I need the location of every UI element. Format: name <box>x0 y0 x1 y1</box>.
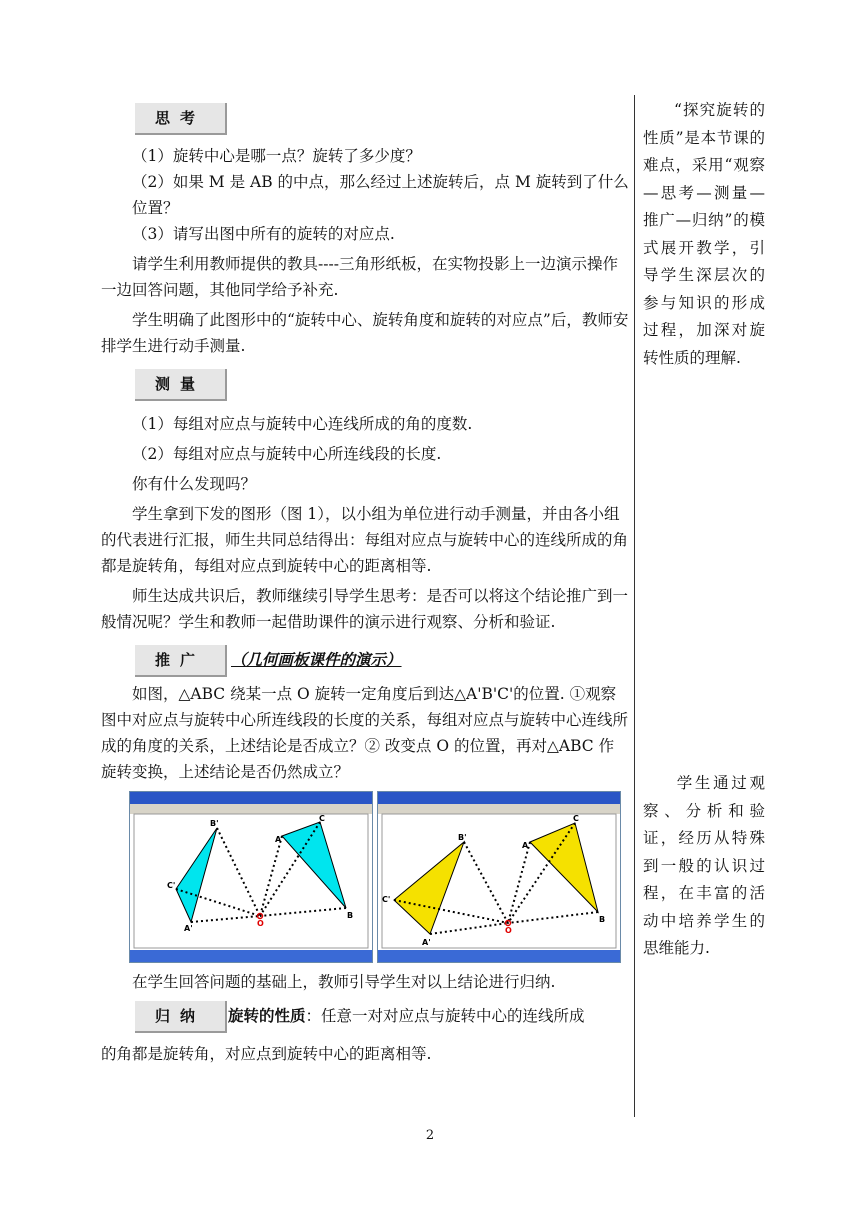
svg-text:B': B' <box>210 819 219 828</box>
think-paragraph-1: 请学生利用教师提供的教具----三角形纸板，在实物投影上一边演示操作一边回答问题，其他同学给予补充. <box>101 255 618 299</box>
svg-text:A': A' <box>184 924 193 933</box>
screenshot-yellow <box>377 791 621 963</box>
extend-paragraph-2: 在学生回答问题的基础上，教师引导学生对以上结论进行归纳. <box>132 973 556 991</box>
think-heading: 思考 <box>135 103 227 135</box>
svg-text:O: O <box>257 919 264 928</box>
main-column <box>101 95 629 1067</box>
summary-continuation: 的角都是旋转角，对应点到旋转中心的距离相等. <box>101 1045 432 1063</box>
side-note-2: 学生通过观察、分析和验证，经历从特殊到一般的认识过程，在丰富的活动中培养学生的思维能力. <box>643 774 765 957</box>
svg-text:C': C' <box>167 881 176 890</box>
measure-paragraph-2: 师生达成共识后，教师继续引导学生思考：是否可以将这个结论推广到一般情况呢？学生和教师一起借助课件的演示进行观察、分析和验证. <box>101 587 629 631</box>
measure-item-2: （2）每组对应点与旋转中心所连线段的长度. <box>132 445 442 463</box>
side-note-1: “探究旋转的性质”是本节课的难点，采用“观察—思考—测量—推广—归纳”的模式展开教学，引导学生深层次的参与知识的形成过程，加深对旋转性质的理解. <box>643 101 765 367</box>
svg-text:C: C <box>573 814 579 823</box>
extend-subtitle: （几何画板课件的演示） <box>231 650 402 669</box>
think-question-1: （1）旋转中心是哪一点？旋转了多少度？ <box>132 147 421 165</box>
measure-question: 你有什么发现吗？ <box>132 475 257 493</box>
summary-first-line: 旋转的性质：任意一对对应点与旋转中心的连线所成 <box>228 1006 585 1025</box>
measure-header-row <box>101 365 629 397</box>
measure-paragraph-1: 学生拿到下发的图形（图 1），以小组为单位进行动手测量，并由各小组的代表进行汇报，师生共同总结得出：每组对应点与旋转中心的连线所成的角都是旋转角，每组对应点到旋转中心的距离相等. <box>101 505 629 575</box>
think-header-row <box>101 99 629 131</box>
screenshot-cyan <box>129 791 373 963</box>
think-paragraph-2: 学生明确了此图形中的“旋转中心、旋转角度和旋转的对应点”后，教师安排学生进行动手测量. <box>101 311 629 355</box>
measure-heading: 测量 <box>135 369 227 401</box>
svg-text:O: O <box>505 926 512 935</box>
summary-heading: 归纳 <box>135 1001 227 1033</box>
extend-header-row <box>101 641 629 673</box>
svg-text:A: A <box>275 835 282 844</box>
svg-text:C': C' <box>382 895 391 904</box>
think-question-3: （3）请写出图中所有的旋转的对应点. <box>132 225 395 243</box>
svg-text:B: B <box>599 915 606 924</box>
extend-heading: 推广 <box>135 645 227 677</box>
svg-text:B: B <box>347 911 354 920</box>
svg-text:A': A' <box>422 938 431 947</box>
column-divider <box>634 95 635 1117</box>
summary-header-row <box>101 997 629 1029</box>
page-number: 2 <box>425 1128 435 1143</box>
summary-bold-term: 旋转的性质 <box>228 1006 306 1025</box>
svg-text:B': B' <box>458 833 467 842</box>
rotation-figure-yellow <box>378 792 620 962</box>
think-question-2: （2）如果 M 是 AB 的中点，那么经过上述旋转后，点 M 旋转到了什么位置？ <box>132 173 629 217</box>
rotation-screenshots <box>129 791 629 963</box>
extend-paragraph-1: 如图，△ABC 绕某一点 O 旋转一定角度后到达△A'B'C'的位置. ①观察图中对应点与旋转中心所连线段的长度的关系，每组对应点与旋转中心连线所成的角度的关系，上述结论是否成立？② 改变点 O 的位置，再对△ABC 作旋转变换，上述结论是否仍然成立？ <box>101 685 629 781</box>
measure-item-1: （1）每组对应点与旋转中心连线所成的角的度数. <box>132 415 473 433</box>
svg-text:C: C <box>319 814 325 823</box>
svg-text:A: A <box>522 841 529 850</box>
rotation-figure-cyan <box>130 792 372 962</box>
